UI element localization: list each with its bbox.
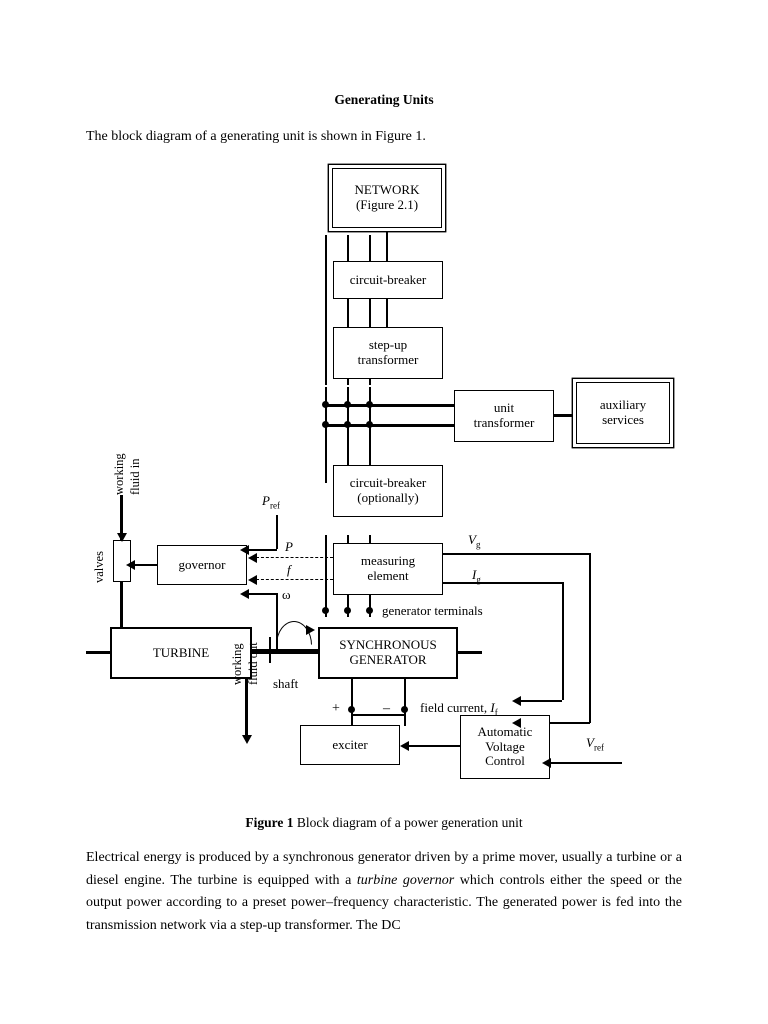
turbine-left-stub [86,651,110,654]
shaft-line [252,649,318,654]
block-avc-line3: Control [485,753,525,769]
junction-dot-b1 [322,421,329,428]
field-dot-plus [348,706,355,713]
vg-signal-line [443,553,590,555]
label-p-signal: P [285,539,293,554]
breaker-to-transformer-line [386,299,388,327]
body-part-2: which controls either the speed or the output power according to a preset power–frequency characteristic. The generated power is fed into the transmission network via a step-up transformer. The DC [86,872,683,934]
body-part-1: Electrical energy is produced by a synchronous generator driven by a prime mover, usually a turbine or a diesel engine. The turbine is equipped with a [86,850,682,888]
block-circuit-breaker-top [333,261,443,299]
field-bridge-line [351,714,404,716]
junction-dot-b2 [344,421,351,428]
figure-caption-label: Figure 1 [245,815,294,830]
figure-1-diagram [70,155,698,805]
label-omega: ω [282,587,291,602]
junction-dot-a1 [322,401,329,408]
vg-to-avc-arrow [512,718,521,728]
figure-caption [0,815,768,831]
block-network [332,168,442,228]
block-governor-label: governor [178,556,226,572]
label-generator-terminals: generator terminals [382,603,483,618]
p-signal-arrow [248,553,257,563]
omega-arrow [240,589,249,599]
junction-dot-b3 [366,421,373,428]
block-governor [157,545,247,585]
bus-line-left-upper [325,235,327,385]
body-italic-1: turbine governor [356,872,455,888]
block-unit-transformer [454,390,554,442]
f-signal-dashed-line [256,579,333,580]
label-p-ref: $P_{ref}$ [262,493,280,511]
label-f-signal: f [287,562,291,577]
label-ig: $I_g$ [472,567,481,585]
junction-dot-a3 [366,401,373,408]
block-measuring-element [333,543,443,595]
block-turbine-label: TURBINE [152,644,210,660]
unit-to-auxiliary-line [554,414,576,417]
avc-to-exciter-arrow [400,741,409,751]
working-fluid-out-arrow [242,735,252,744]
avc-to-exciter-line [408,745,460,747]
block-auxiliary-services [576,382,670,444]
label-minus: – [383,701,390,716]
terminal-dot-2 [344,607,351,614]
block-synchronous-generator [318,627,458,679]
page-title: Generating Units [334,92,434,107]
label-working-fluid-out-2: fluid out [246,642,260,685]
block-step-up-transformer-line1: step-up [368,337,408,353]
block-unit-transformer-line2: transformer [473,415,535,430]
generator-right-stub [458,651,482,654]
p-signal-dashed-line [256,557,333,558]
intro-paragraph: The block diagram of a generating unit is shown in Figure 1. [86,129,426,144]
vref-arrow [542,758,551,768]
working-fluid-out-line [245,679,248,739]
shaft-rotation-arrow [306,625,315,635]
terminal-dot-3 [366,607,373,614]
block-synchronous-generator-line1: SYNCHRONOUS [339,637,437,653]
ig-to-avc-arrow [512,696,521,706]
block-network-line2: (Figure 2.1) [355,197,419,212]
label-plus: + [332,701,340,716]
block-measuring-element-line1: measuring [360,553,416,569]
junction-dot-a2 [344,401,351,408]
terminal-dot-1 [322,607,329,614]
block-unit-transformer-line1: unit [493,400,515,416]
label-valves: valves [92,551,106,583]
label-shaft: shaft [273,676,299,691]
working-fluid-in-arrow [117,533,127,542]
pref-into-governor-line [247,549,277,551]
body-paragraph [86,847,682,938]
ig-to-avc-line [520,700,562,702]
pref-input-line [276,515,278,549]
vg-signal-down [589,553,591,723]
label-v-ref: $V_{ref}$ [586,735,604,753]
omega-into-governor-line [247,593,277,595]
f-signal-arrow [248,575,257,585]
label-working-fluid-in-1: working [112,453,126,495]
label-field-current: field current, $I_f$ [420,700,498,718]
block-avc-line2: Voltage [485,738,525,754]
vref-input-line [550,762,622,764]
ig-signal-down [562,582,564,700]
block-automatic-voltage-control [460,715,550,779]
network-to-breaker-line [386,228,388,261]
block-step-up-transformer [333,327,443,379]
field-dot-minus [401,706,408,713]
block-measuring-element-line2: element [367,568,409,583]
block-network-line1: NETWORK [354,182,420,198]
label-working-fluid-out-1: working [230,643,244,685]
governor-to-valves-arrow [126,560,135,570]
block-step-up-transformer-line2: transformer [357,352,419,367]
field-to-exciter-right [404,714,406,726]
figure-caption-text: Block diagram of a power generation unit [293,815,523,830]
block-exciter-label: exciter [332,736,368,752]
block-circuit-breaker-top-label: circuit-breaker [349,271,427,287]
block-auxiliary-services-line2: services [602,412,644,427]
bus-line-left-lower [325,535,327,617]
ig-signal-line [443,582,563,584]
block-avc-line1: Automatic [477,723,533,739]
shaft-tick [269,637,271,663]
label-vg: $V_g$ [468,532,481,550]
block-circuit-breaker-optional-line1: circuit-breaker [349,475,427,491]
block-circuit-breaker-optional [333,465,443,517]
label-working-fluid-in-2: fluid in [128,458,142,495]
block-exciter [300,725,400,765]
block-synchronous-generator-line2: GENERATOR [349,652,427,667]
block-circuit-breaker-optional-line2: (optionally) [357,490,419,505]
valve-to-turbine-line [120,582,123,627]
block-auxiliary-services-line1: auxiliary [599,397,647,413]
